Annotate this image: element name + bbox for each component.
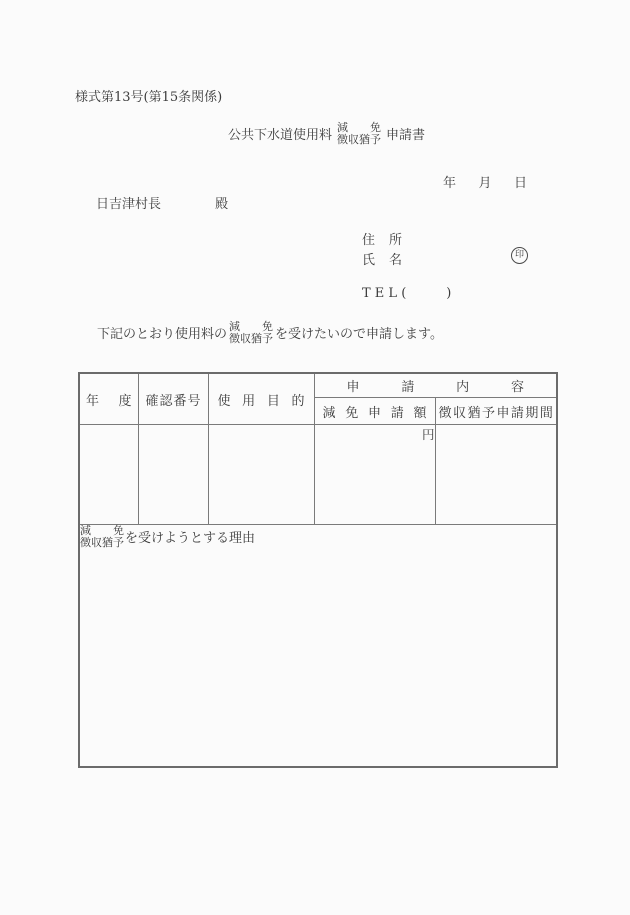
stacked-top-row — [80, 525, 124, 537]
stacked-char: 免 — [262, 320, 274, 333]
title-prefix: 公共下水道使用料 — [228, 128, 333, 143]
reason-cell — [79, 525, 557, 768]
header-reduction-amount — [314, 398, 435, 425]
addressee-line — [96, 193, 228, 212]
tel-line — [362, 286, 451, 301]
header-confirmation-number — [138, 373, 208, 425]
header-char: 額 — [413, 405, 427, 421]
amount-unit-label: 円 — [421, 427, 435, 442]
header-char: 用 — [242, 393, 256, 409]
request-after: を受けたいので申請します。 — [275, 327, 443, 342]
cell-confirmation-number — [138, 425, 208, 525]
header-char: 間 — [539, 405, 553, 421]
header-usage-purpose — [208, 373, 314, 425]
header-char: 年 — [86, 393, 100, 409]
header-year — [79, 373, 138, 425]
header-deferral-period — [435, 398, 557, 425]
request-stacked-choice — [229, 321, 273, 344]
header-char: 申 — [496, 405, 510, 421]
cell-reduction-amount — [314, 425, 435, 525]
header-char: 確 — [145, 393, 159, 409]
date-month-label: 月 — [478, 176, 492, 191]
header-char: 申 — [367, 405, 381, 421]
header-char: 免 — [345, 405, 359, 421]
tel-label: T E L ( — [362, 286, 407, 301]
header-char: 使 — [217, 393, 231, 409]
addressee-honorific: 殿 — [215, 197, 229, 212]
cell-year — [79, 425, 138, 525]
header-char: 内 — [456, 380, 470, 395]
seal-mark-icon — [511, 247, 528, 264]
title-stacked-choice — [337, 122, 381, 145]
seal-character: 印 — [514, 250, 524, 260]
addressee-name: 日吉津村長 — [96, 197, 162, 212]
header-char: 番 — [173, 393, 187, 409]
cell-usage-purpose — [208, 425, 314, 525]
header-char: 収 — [452, 405, 466, 421]
stacked-char: 減 — [337, 121, 349, 134]
reason-label-line — [80, 525, 556, 548]
address-label: 住 所 — [362, 233, 403, 248]
stacked-bottom-row: 徴収猶予 — [337, 132, 382, 146]
header-char: 徴 — [438, 405, 452, 421]
header-application-content — [314, 373, 557, 398]
reason-suffix-label: を受けようとする理由 — [125, 531, 256, 546]
header-char: 請 — [390, 405, 404, 421]
stacked-bottom-row: 徴収猶予 — [229, 331, 274, 345]
form-number: 様式第13号(第15条関係) — [75, 90, 223, 105]
form-title — [228, 121, 425, 146]
header-char: 請 — [510, 405, 524, 421]
header-char: 予 — [481, 405, 495, 421]
stacked-bottom-row: 徴収猶予 — [80, 535, 124, 549]
tel-paren-close: ) — [446, 286, 452, 301]
header-char: 申 — [346, 380, 360, 395]
header-char: 容 — [510, 380, 524, 395]
title-suffix: 申請書 — [386, 128, 426, 143]
stacked-top-row — [337, 122, 381, 134]
reason-stacked-choice — [80, 525, 124, 548]
stacked-char: 減 — [229, 320, 241, 333]
stacked-char: 免 — [370, 121, 382, 134]
request-before: 下記のとおり使用料の — [97, 327, 228, 342]
cell-deferral-period — [435, 425, 557, 525]
header-char: 号 — [187, 393, 201, 409]
stacked-char: 免 — [113, 524, 124, 537]
header-char: 度 — [118, 393, 132, 409]
application-table — [78, 372, 558, 768]
stacked-char: 減 — [80, 524, 91, 537]
header-char: 猶 — [467, 405, 481, 421]
stacked-top-row — [229, 321, 273, 333]
header-char: 期 — [525, 405, 539, 421]
header-char: 目 — [266, 393, 280, 409]
header-char: 的 — [291, 393, 305, 409]
header-char: 請 — [401, 380, 415, 395]
header-char: 認 — [159, 393, 173, 409]
header-char: 減 — [322, 405, 336, 421]
date-year-label: 年 — [443, 176, 457, 191]
date-day-label: 日 — [513, 176, 527, 191]
request-sentence — [97, 319, 443, 346]
name-label: 氏 名 — [362, 253, 403, 268]
date-line — [443, 172, 527, 191]
